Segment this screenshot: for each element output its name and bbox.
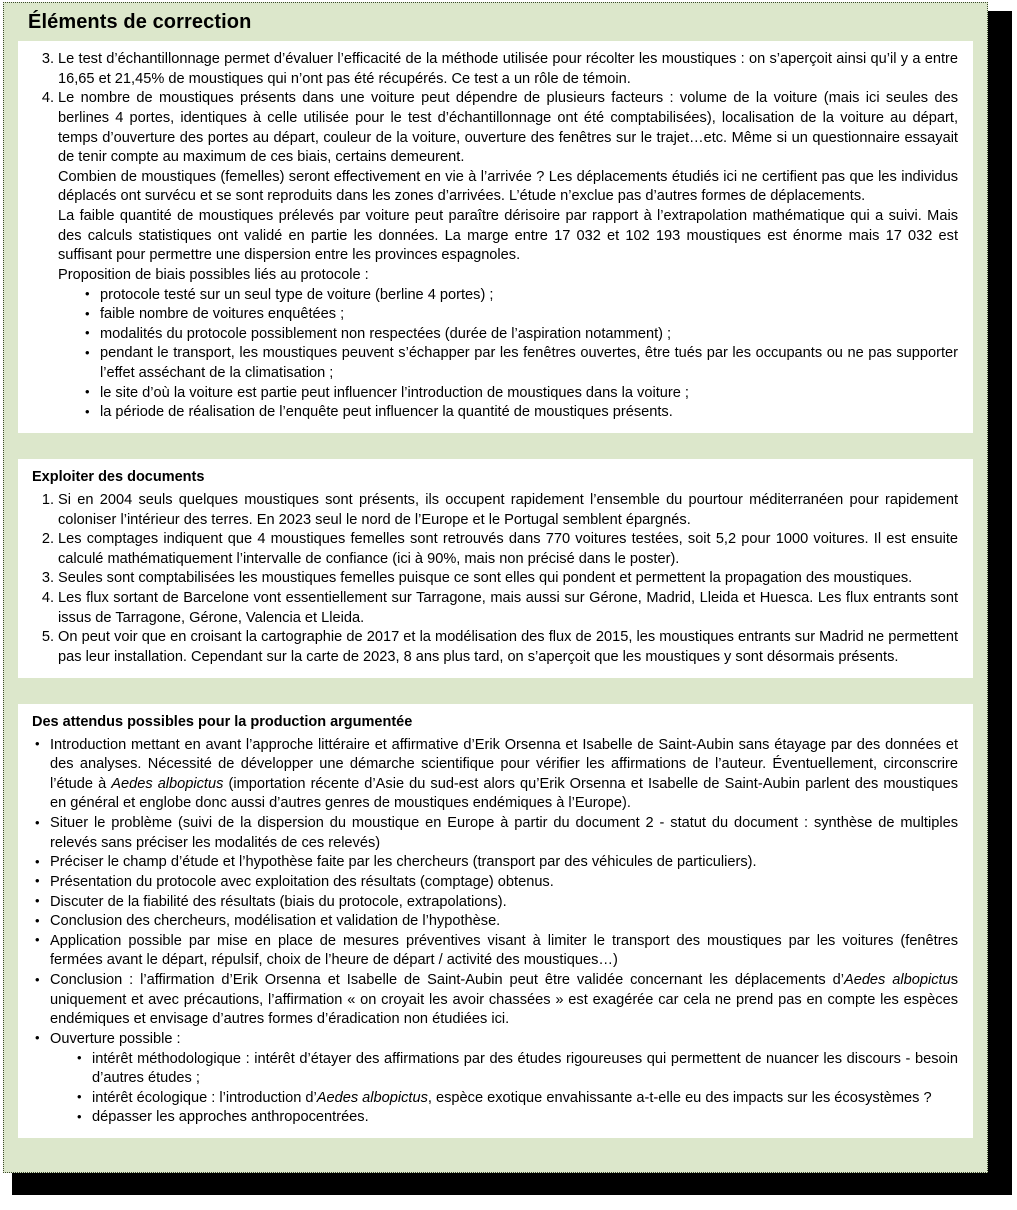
bullet-icon: • — [35, 912, 40, 928]
paragraph: Combien de moustiques (femelles) seront effectivement en vie à l’arrivée ? Les déplacements étudiés ici ne certifient pas que les individus déplacés ont survécu et se sont reproduits dans les zones d’arrivées. L’étude n’exclue pas d’autres formes de déplacements. — [58, 168, 958, 205]
section-gap — [18, 678, 973, 704]
bullet-icon: • — [35, 932, 40, 948]
biais-bullet-list — [78, 286, 958, 423]
list-item-text — [50, 933, 958, 969]
list-item-text — [92, 1051, 958, 1087]
plain-text: Conclusion : l’affirmation d’Erik Orsenna et Isabelle de Saint-Aubin peut être validée concernant les déplacements d’ — [50, 972, 844, 988]
list-item-text — [50, 913, 500, 929]
list-item — [70, 1108, 958, 1128]
list-item-text: Seules sont comptabilisées les moustiques femelles puisque ce sont elles qui pondent et permettent la propagation des moustiques. — [58, 570, 913, 587]
list-item — [28, 569, 958, 589]
list-item-text — [92, 1090, 932, 1106]
list-item — [28, 932, 958, 971]
plain-text: Discuter de la fiabilité des résultats (biais du protocole, extrapolations). — [50, 893, 507, 910]
list-marker: 3. — [41, 51, 54, 67]
bullet-icon: • — [85, 384, 90, 400]
list-item-text: On peut voir que en croisant la cartographie de 2017 et la modélisation des flux de 2015, les moustiques entrants sur Madrid ne permettent pas leur installation. Cependant sur la carte de 2023, 8 ans plus tard, on s’aperçoit que les moustiques y sont désormais présents. — [58, 629, 958, 665]
bullet-icon: • — [85, 286, 90, 301]
plain-text: Présentation du protocole avec exploitation des résultats (comptage) obtenus. — [50, 873, 554, 890]
list-item-text: Le test d’échantillonnage permet d’évaluer l’efficacité de la méthode utilisée pour récolter les moustiques : on s’aperçoit ainsi qu’il y a entre 16,65 et 21,45% de moustiques qui n’ont pas été récupérés. Ce test a un rôle de témoin. — [58, 51, 958, 87]
plain-text: , espèce exotique envahissante a-t-elle eu des impacts sur les écosystèmes ? — [427, 1089, 932, 1106]
list-item — [28, 1030, 958, 1128]
list-item-text: pendant le transport, les moustiques peuvent s’échapper par les fenêtres ouvertes, être tués par les occupants ou ne pas supporter l’effet asséchant de la climatisation ; — [100, 345, 958, 381]
list-item-text: modalités du protocole possiblement non respectées (durée de l’aspiration notamment) ; — [100, 325, 672, 342]
list-item-text — [50, 874, 554, 890]
bullet-icon: • — [77, 1050, 82, 1065]
section-heading: Des attendus possibles pour la production argumentée — [32, 713, 413, 730]
list-item-text: le site d’où la voiture est partie peut influencer l’introduction de moustiques dans la voiture ; — [100, 384, 689, 401]
correction-numbered-list — [28, 50, 958, 423]
list-item-text — [50, 1031, 181, 1047]
section-des-attendus-possibles — [18, 704, 973, 1139]
list-item — [28, 893, 958, 913]
list-item-text: Les comptages indiquent que 4 moustiques femelles sont retrouvés dans 770 voitures testées, soit 5,2 pour 1000 voitures. Il est ensuite calculé mathématiquement l’intervalle de confiance (ici à 90%, mais non précisé dans le poster). — [58, 531, 958, 567]
plain-text: Préciser le champ d’étude et l’hypothèse faite par les chercheurs (transport par des véhicules de particuliers). — [50, 854, 757, 871]
plain-text: Ouverture possible : — [50, 1030, 181, 1047]
bullet-icon: • — [35, 893, 40, 908]
italic-text: Aedes albopictus — [316, 1089, 428, 1106]
list-marker: 1. — [41, 491, 54, 508]
bullet-icon: • — [35, 873, 40, 889]
list-item — [28, 50, 958, 89]
list-marker: 3. — [41, 570, 54, 587]
page-title: Éléments de correction — [28, 11, 252, 33]
list-item — [78, 384, 958, 404]
bullet-icon: • — [35, 853, 40, 869]
list-item — [28, 628, 958, 667]
list-item — [28, 736, 958, 815]
attendus-bullet-list — [28, 736, 958, 1129]
list-marker: 4. — [41, 590, 54, 606]
bullet-icon: • — [85, 403, 90, 419]
section-exploiter-des-documents — [18, 459, 973, 678]
list-item — [28, 89, 958, 423]
list-item-text — [50, 815, 958, 851]
plain-text: Introduction mettant en avant l’approche littéraire et affirmative d’Erik Orsenna et Isabelle de Saint-Aubin sans étayage par des données et des analyses. Nécessité de développer une démarche scientifique pour vérifier les affirmations de l’auteur. Éventuellement, circonscrire l’étude à — [50, 736, 958, 792]
list-item — [28, 912, 958, 932]
panel-inner — [4, 3, 987, 1172]
list-item-text: la période de réalisation de l’enquête peut influencer la quantité de moustiques présents. — [100, 404, 673, 421]
bullet-icon: • — [77, 1108, 82, 1124]
list-item — [28, 530, 958, 569]
plain-text: Situer le problème (suivi de la dispersion du moustique en Europe à partir du document 2 - statut du document : synthèse de multiples relevés sans préciser les modalités de ces relevés) — [50, 815, 958, 851]
list-item — [78, 325, 958, 345]
list-marker: 5. — [41, 629, 54, 646]
plain-text: intérêt méthodologique : intérêt d’étayer des affirmations par des études rigoureuses qui permettent de nuancer les discours - besoin d’autres études ; — [92, 1050, 958, 1087]
list-item — [78, 403, 958, 423]
section-gap — [18, 433, 973, 459]
bullet-icon: • — [35, 1030, 40, 1046]
list-item-text: Les flux sortant de Barcelone vont essentiellement sur Tarragone, mais aussi sur Gérone, Madrid, Lleida et Huesca. Les flux entrants sont issus de Tarragone, Gérone, Valencia et Lleida. — [58, 590, 958, 626]
list-item — [78, 305, 958, 325]
list-item-text: protocole testé sur un seul type de voiture (berline 4 portes) ; — [100, 286, 494, 303]
bullet-icon: • — [85, 325, 90, 341]
list-marker: 4. — [41, 90, 54, 107]
plain-text: Application possible par mise en place de mesures préventives visant à limiter le transport des moustiques par les voitures (fenêtres fermées avant le départ, répulsif, choix de l’heure de départ / activité des moustiques…) — [50, 932, 958, 969]
list-item-text — [50, 854, 757, 870]
exploiter-numbered-list — [28, 491, 958, 668]
list-item-text: faible nombre de voitures enquêtées ; — [100, 306, 345, 323]
list-item — [78, 344, 958, 383]
section-elements-de-correction — [18, 41, 973, 433]
list-item — [70, 1089, 958, 1109]
list-item-text — [92, 1109, 369, 1125]
plain-text: Conclusion des chercheurs, modélisation et validation de l’hypothèse. — [50, 913, 501, 930]
list-item — [28, 853, 958, 873]
list-item-text: Le nombre de moustiques présents dans une voiture peut dépendre de plusieurs facteurs : volume de la voiture (mais ici seules des berlines 4 portes, identiques à celle utilisée pour le test d’échantillonnage ont été comptabilisées), localisation de la voiture au départ, temps d’ouverture des portes au départ, couleur de la voiture, ouverture des fenêtres sur le trajet…etc. Même si un questionnaire essayait de tenir compte au maximum de ces biais, certains demeurent. — [58, 90, 958, 166]
plain-text: s uniquement et avec précautions, l’affirmation « on croyait les avoir chassées » est exagérée car cela ne prend pas en compte les espèces endémiques et envisage d’autres formes d’éradication non étudiées ici. — [50, 972, 958, 1028]
list-item — [70, 1050, 958, 1089]
plain-text: intérêt écologique : l’introduction d’ — [92, 1089, 317, 1106]
bullet-icon: • — [35, 971, 40, 987]
bullet-icon: • — [85, 305, 90, 321]
list-item — [78, 286, 958, 306]
correction-panel — [3, 2, 988, 1173]
bullet-icon: • — [35, 814, 40, 830]
paragraph: Proposition de biais possibles liés au protocole : — [58, 266, 369, 283]
list-item — [28, 491, 958, 530]
list-item-text: Si en 2004 seuls quelques moustiques sont présents, ils occupent rapidement l’ensemble du pourtour méditerranéen pour rapidement coloniser l’intérieur des terres. En 2023 seul le nord de l’Europe et le Portugal semblent épargnés. — [58, 491, 958, 528]
plain-text: (importation récente d’Asie du sud-est alors qu’Erik Orsenna et Isabelle de Saint-Aubin parlent des moustiques en général et englobe donc aussi d’autres genres de moustiques endémiques à l’Europe). — [50, 775, 958, 812]
list-item — [28, 873, 958, 893]
paragraph: La faible quantité de moustiques prélevés par voiture peut paraître dérisoire par rapport à l’extrapolation mathématique qui a suivi. Mais des calculs statistiques ont validé en partie les données. La marge entre 17 032 et 102 193 moustiques est énorme mais 17 032 est suffisant pour permettre une dispersion entre les provinces espagnoles. — [58, 208, 958, 264]
ouverture-sub-bullet-list — [70, 1050, 958, 1129]
italic-text: Aedes albopictus — [111, 775, 224, 792]
list-marker: 2. — [41, 531, 54, 548]
italic-text: Aedes albopictu — [843, 972, 951, 988]
plain-text: dépasser les approches anthropocentrées. — [92, 1109, 369, 1126]
list-item — [28, 971, 958, 1030]
list-item-text — [50, 894, 507, 910]
list-item — [28, 589, 958, 628]
bullet-icon: • — [77, 1089, 82, 1105]
list-item — [28, 814, 958, 853]
list-item-text — [50, 737, 958, 812]
section-heading: Exploiter des documents — [32, 468, 205, 485]
bullet-icon: • — [85, 344, 90, 360]
bullet-icon: • — [35, 736, 40, 751]
list-item-text — [50, 972, 958, 1027]
